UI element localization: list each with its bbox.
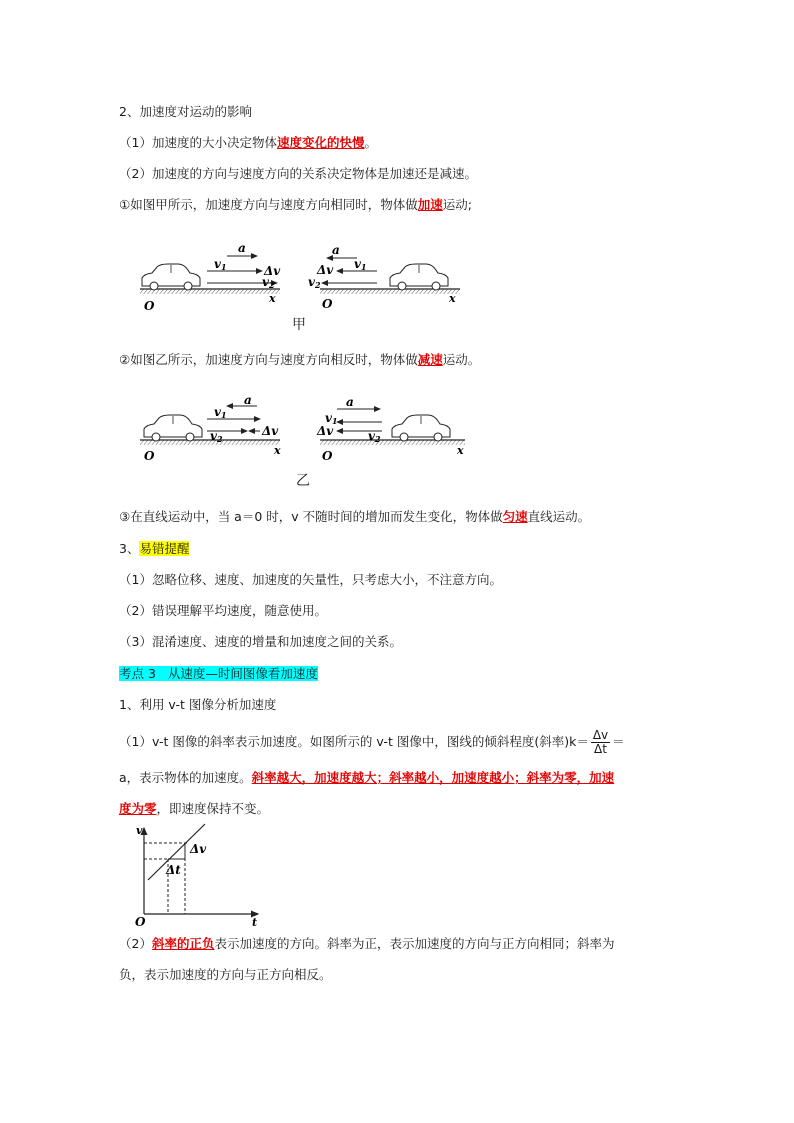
text: a，表示物体的加速度。 <box>119 770 252 785</box>
key-phrase: 减速 <box>417 352 443 367</box>
label-v1: v1 <box>214 257 227 272</box>
axis-label-t: t <box>252 916 258 929</box>
label-dv: Δv <box>317 263 334 277</box>
text: ②如图乙所示，加速度方向与速度方向相反时，物体做 <box>119 352 418 367</box>
fraction-numerator: Δv <box>592 728 609 742</box>
text: 表示加速度的方向。斜率为正，表示加速度的方向与正方向相同；斜率为 <box>214 936 615 951</box>
text: ③在直线运动中，当 a＝0 时，v 不随时间的增加而发生变化，物体做 <box>119 509 503 524</box>
list-item: （3）混淆速度、速度的增量和加速度之间的关系。 <box>119 634 402 649</box>
label-origin: O <box>144 449 155 463</box>
label-origin: O <box>144 299 155 313</box>
label-dv: Δv <box>317 424 334 438</box>
key-phrase: 加速 <box>417 197 443 212</box>
label-v1: v1 <box>354 257 367 272</box>
kaodian-title <box>119 666 318 682</box>
car-icon <box>392 415 450 441</box>
text: 直线运动。 <box>527 509 591 524</box>
text: （2） <box>119 936 152 951</box>
text: （1）加速度的大小决定物体 <box>119 135 277 150</box>
label-a: a <box>244 393 252 407</box>
paragraph-5 <box>119 509 590 525</box>
car-icon <box>390 264 448 290</box>
label-delta-v: Δv <box>190 842 207 856</box>
section-heading-2: 2、加速度对运动的影响 <box>119 104 252 119</box>
text: （1）v-t 图像的斜率表示加速度。如图所示的 v-t 图像中，图线的倾斜程度(斜率)k＝ <box>119 734 589 749</box>
fraction-denominator: Δt <box>594 742 607 756</box>
label-v2: v2 <box>262 275 275 290</box>
paragraph-vt-1b <box>119 770 614 786</box>
list-item: （1）忽略位移、速度、加速度的矢量性，只考虑大小，不注意方向。 <box>119 572 502 587</box>
figure-jia <box>132 236 472 316</box>
label-x: x <box>274 444 281 457</box>
key-phrase: 匀速 <box>502 509 528 524</box>
label-a: a <box>346 395 354 409</box>
figure-yi <box>132 392 472 464</box>
vt-graph <box>130 822 265 930</box>
label-v1: v1 <box>325 411 338 426</box>
paragraph-2: （2）加速度的方向与速度方向的关系决定物体是加速还是减速。 <box>119 166 477 181</box>
paragraph-1 <box>119 135 377 151</box>
label-v2: v2 <box>308 275 321 290</box>
label-origin: O <box>135 915 146 929</box>
label-origin: O <box>322 297 333 311</box>
paragraph-vt-1 <box>119 728 625 756</box>
key-phrase: 斜率越大，加速度越大；斜率越小，加速度越小；斜率为零，加速 <box>251 770 615 785</box>
key-phrase: 度为零 <box>119 801 157 816</box>
paragraph-vt-2b: 负，表示加速度的方向与正方向相反。 <box>119 967 332 982</box>
figure-caption-jia-text: 甲 <box>292 317 306 333</box>
section-heading-3 <box>119 541 189 557</box>
key-phrase: 速度变化的快慢 <box>276 135 365 150</box>
label-a: a <box>332 243 340 257</box>
highlighted-title: 考点 3 从速度—时间图像看加速度 <box>119 666 318 681</box>
car-icon <box>142 264 200 290</box>
highlighted-heading: 易错提醒 <box>139 541 190 556</box>
text: ＝ <box>612 734 625 749</box>
paragraph-vt-1c <box>119 801 269 817</box>
text: 3、 <box>119 541 140 556</box>
label-x: x <box>449 292 456 305</box>
label-dv: Δv <box>262 424 279 438</box>
paragraph-4 <box>119 352 480 368</box>
label-v1: v1 <box>214 405 227 420</box>
text: 。 <box>364 135 377 150</box>
paragraph-vt-2 <box>119 936 614 952</box>
sub-heading-1: 1、利用 v-t 图像分析加速度 <box>119 697 277 712</box>
list-item: （2）错误理解平均速度，随意使用。 <box>119 603 327 618</box>
text: 运动; <box>442 197 472 212</box>
key-phrase: 斜率的正负 <box>151 936 215 951</box>
label-origin: O <box>322 449 333 463</box>
label-v2: v2 <box>210 429 223 444</box>
label-a: a <box>238 241 246 255</box>
axis-label-v: v <box>136 824 143 837</box>
label-dv: Δv <box>264 264 281 278</box>
text: ，即速度保持不变。 <box>156 801 270 816</box>
paragraph-3 <box>119 197 472 213</box>
text: ①如图甲所示，加速度方向与速度方向相同时，物体做 <box>119 197 418 212</box>
fraction <box>591 729 610 756</box>
label-v2: v2 <box>368 429 381 444</box>
label-x: x <box>457 444 464 457</box>
car-icon <box>144 415 202 441</box>
figure-caption-yi: 乙 <box>296 473 310 489</box>
label-delta-t: Δt <box>166 863 181 877</box>
label-x: x <box>269 292 276 305</box>
text: 运动。 <box>442 352 481 367</box>
